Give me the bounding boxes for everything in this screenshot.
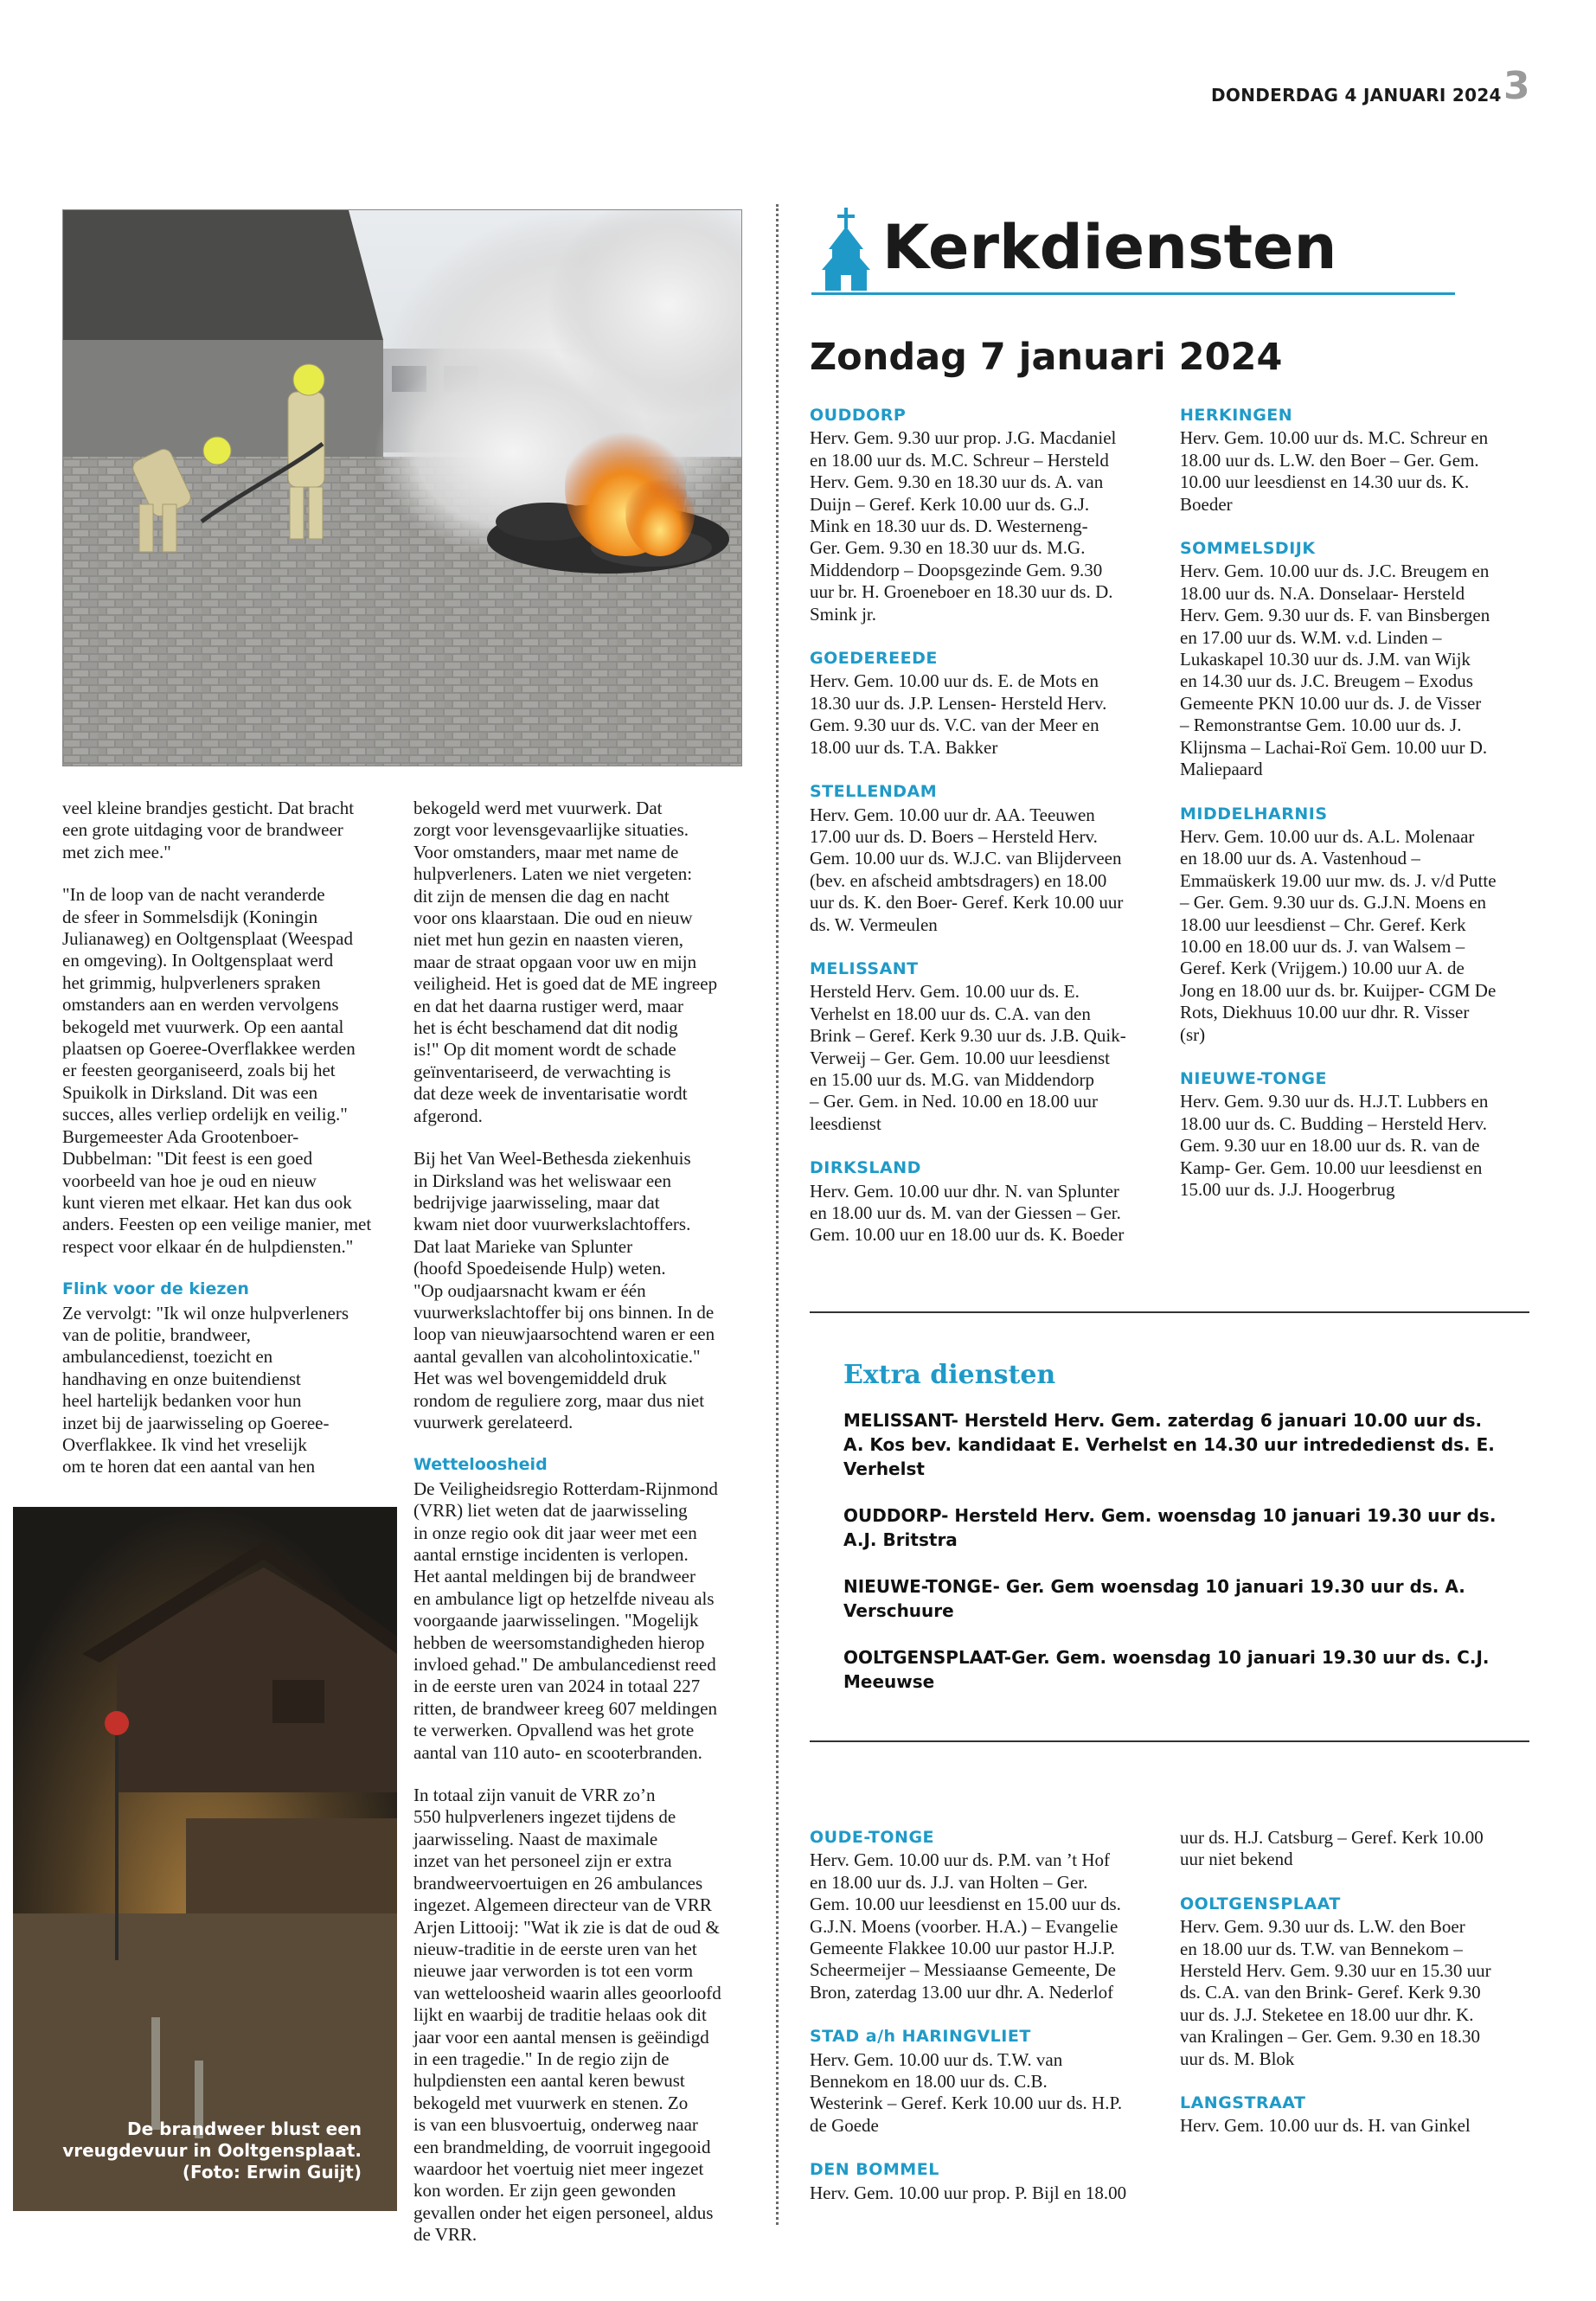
date-heading: Zondag 7 januari 2024 (810, 336, 1283, 379)
article-paragraph: In totaal zijn vanuit de VRR zo’n 550 hulpverleners ingezet tijdens de jaarwisseling. Naast de maximale inzet van het personeel zijn er extra brandweervoertuigen en 26 ambulances ingezet. Algemeen directeur van de VRR Arjen Littooij: "Wat ik zie is dat de oud & nieuw-traditie in de eerste uren van het nieuwe jaar verworden is tot een vorm van wetteloosheid waarin alles geoorloofd lijkt en waarbij de traditie helaas ook dit jaar voor een aantal mensen is geëindigd in een tragedie." In de regio zijn de hulpdiensten een aantal keren bewust bekogeld met vuurwerk en stenen. Zo is van een blusvoertuig, onderweg naar een brandmelding, de voorruit ingegooid waardoor het voertuig niet meer ingezet kon worden. Er zijn geen gewonden gevallen onder het eigen personeel, aldus de VRR. (413, 1785, 721, 2246)
church-entry (810, 1157, 1173, 1247)
city-heading: NIEUWE-TONGE (1180, 1068, 1327, 1088)
church-entry (810, 781, 1173, 936)
church-times: Herv. Gem. 10.00 uur prop. P. Bijl en 18.00 (810, 2182, 1127, 2203)
church-times: uur ds. H.J. Catsburg – Geref. Kerk 10.00 uur niet bekend (1180, 1827, 1484, 1870)
church-entry (1180, 538, 1561, 780)
photo-caption: De brandweer blust een vreugdevuur in Ooltgensplaat. (Foto: Erwin Guijt) (62, 2118, 362, 2182)
church-times: Herv. Gem. 10.00 uur ds. H. van Ginkel (1180, 2115, 1471, 2137)
church-entry (1180, 1894, 1561, 2070)
extra-service: MELISSANT- Hersteld Herv. Gem. zaterdag 6 januari 10.00 uur ds. A. Kos bev. kandidaat E. Verhelst en 14.30 uur intrededienst ds. E. Verhelst (843, 1410, 1495, 1479)
article-paragraph: bekogeld werd met vuurwerk. Dat zorgt voor levensgevaarlijke situaties. Voor omstanders, maar met name de hulpverleners. Laten we niet vergeten: dit zijn de mensen die dag en nacht voor ons klaarstaan. Die oud en nieuw niet met hun gezin en naasten vieren, maar de straat opgaan voor uw en mijn veiligheid. Het is goed dat de ME ingreep en dat het daarna rustiger werd, maar het is écht beschamend dat dit nodig is!" Op dit moment wordt de schade geïnventariseerd, de verwachting is dat deze week de inventarisatie wordt afgerond. (413, 798, 718, 1126)
church-entry (1180, 405, 1561, 516)
city-heading: DEN BOMMEL (810, 2160, 939, 2180)
city-heading: GOEDEREEDE (810, 649, 938, 669)
city-heading: MIDDELHARNIS (1180, 804, 1328, 824)
article-paragraph: veel kleine brandjes gesticht. Dat bracht een grote uitdaging voor de brandweer met zich mee." (62, 798, 355, 862)
church-times: Herv. Gem. 10.00 uur dr. AA. Teeuwen 17.00 uur ds. D. Boers – Hersteld Herv. Gem. 10.00 uur ds. W.J.C. van Blijderveen (bev. en afscheid ambtsdragers) en 18.00 uur ds. K. den Boer- Geref. Kerk 10.00 uur ds. W. Vermeulen (810, 804, 1124, 935)
church-times: Herv. Gem. 9.30 uur prop. J.G. Macdaniel en 18.00 uur ds. M.C. Schreur – Hersteld Herv. Gem. 9.30 en 18.30 uur ds. A. van Duijn – Geref. Kerk 10.00 uur ds. G.J. Mink en 18.30 uur ds. D. Westerneng- Ger. Gem. 9.30 en 18.30 uur ds. M.G. Middendorp – Doopsgezinde Gem. 9.30 uur br. H. Groeneboer en 18.30 uur ds. D. Smink jr. (810, 427, 1117, 625)
extra-service: OUDDORP- Hersteld Herv. Gem. woensdag 10 januari 19.30 uur ds. A.J. Britstra (843, 1505, 1497, 1550)
church-icon (822, 208, 870, 291)
church-times: Herv. Gem. 10.00 uur ds. J.C. Breugem en 18.00 uur ds. N.A. Donselaar- Hersteld Herv. Gem. 9.30 uur ds. F. van Binsbergen en 17.00 uur ds. W.M. v.d. Linden – Lukaskapel 10.30 uur ds. J.M. van Wijk en 14.30 uur ds. J.C. Breugem – Exodus Gemeente PKN 10.00 uur ds. J. de Visser – Remonstrantse Gem. 10.00 uur ds. J. Klijnsma – Lachai-Roï Gem. 10.00 uur D. Maliepaard (1180, 561, 1490, 780)
title-underline (811, 292, 1455, 295)
article-paragraph: Ze vervolgt: "Ik wil onze hulpverleners van de politie, brandweer, ambulancedienst, toezicht en handhaving en onze buitendienst heel hartelijk bedanken voor hun inzet bij de jaarwisseling op Goeree- Overflakkee. Ik vind het vreselijk om te horen dat een aantal van hen (62, 1302, 349, 1477)
city-heading: HERKINGEN (1180, 406, 1293, 425)
church-times: Herv. Gem. 9.30 uur ds. L.W. den Boer en 18.00 uur ds. T.W. van Bennekom – Hersteld Herv. Gem. 9.30 uur en 15.30 uur ds. C.A. van den Brink- Geref. Kerk 9.30 uur ds. J.J. Steketee en 18.00 uur dhr. K. van Kralingen – Ger. Gem. 9.30 en 18.30 uur ds. M. Blok (1180, 1916, 1491, 2069)
church-list-bottom-col1 (810, 1827, 1173, 2227)
article-left-column (62, 798, 400, 1478)
article-paragraph: De Veiligheidsregio Rotterdam-Rijnmond (VRR) liet weten dat de jaarwisseling in onze regio ook dit jaar weer met een aantal ernstige incidenten is verlopen. Het aantal meldingen bij de brandweer en ambulance ligt op hetzelfde niveau als voorgaande jaarwisselingen. "Mogelijk hebben de weersomstandigheden hierop invloed gehad." De ambulancedienst reed in de eerste uren van 2024 in totaal 227 ritten, de brandweer kreeg 607 meldingen te verwerken. Opvallend was het grote aantal van 110 auto- en scooterbranden. (413, 1477, 718, 1763)
city-heading: OOLTGENSPLAAT (1180, 1894, 1341, 1913)
city-heading: STELLENDAM (810, 782, 938, 802)
section-title: Kerkdiensten (882, 212, 1337, 283)
extra-box-top-rule (810, 1311, 1529, 1313)
church-list-col1 (810, 405, 1173, 1269)
church-entry (810, 405, 1173, 625)
page-header-date: DONDERDAG 4 JANUARI 2024 (1211, 85, 1502, 106)
church-times: Herv. Gem. 10.00 uur ds. E. de Mots en 18.30 uur ds. J.P. Lensen- Hersteld Herv. Gem. 9.30 uur ds. V.C. van der Meer en 18.00 uur ds. T.A. Bakker (810, 670, 1107, 758)
city-heading: OUDDORP (810, 406, 907, 425)
church-times: Herv. Gem. 10.00 uur ds. M.C. Schreur en 18.00 uur ds. L.W. den Boer – Ger. Gem. 10.00 uur leesdienst en 14.30 uur ds. K. Boeder (1180, 427, 1489, 515)
article-middle-column (413, 798, 760, 2247)
extra-service: OOLTGENSPLAAT-Ger. Gem. woensdag 10 januari 19.30 uur ds. C.J. Meeuwse (843, 1647, 1490, 1692)
photo-firefighters (62, 209, 742, 766)
church-entry (810, 648, 1173, 759)
church-list-col2 (1180, 405, 1561, 1223)
church-times: Herv. Gem. 10.00 uur ds. P.M. van ’t Hof en 18.00 uur ds. J.J. van Holten – Ger. Gem. 10.00 uur leesdienst en 15.00 uur ds. G.J.N. Moens (voorber. H.A.) – Evangelie Gemeente Flakkee 10.00 uur pastor H.J.P. Scheermeijer – Messiaanse Gemeente, De Bron, zaterdag 13.00 uur dhr. A. Nederlof (810, 1849, 1121, 2003)
page-number: 3 (1503, 64, 1530, 108)
article-paragraph: "In de loop van de nacht veranderde de sfeer in Sommelsdijk (Koningin Julianaweg) en Ooltgensplaat (Weespad en omgeving). In Ooltgensplaat werd het grimmig, hulpverleners spraken omstanders aan en werden vervolgens bekogeld met vuurwerk. Op een aantal plaatsen op Goeree-Overflakkee werden er feesten georganiseerd, zoals bij het Spuikolk in Dirksland. Dit was een succes, alles verliep ordelijk en veilig." Burgemeester Ada Grootenboer- Dubbelman: "Dit feest is een goed voorbeeld van hoe je oud en nieuw kunt vieren met elkaar. Het kan dus ook anders. Feesten op een veilige manier, met respect voor elkaar én de hulpdiensten." (62, 884, 372, 1257)
church-entry (810, 2159, 1173, 2204)
church-entry (810, 1827, 1173, 2003)
city-heading: MELISSANT (810, 958, 919, 978)
article-paragraph: Bij het Van Weel-Bethesda ziekenhuis in Dirksland was het weliswaar een bedrijvige jaarwisseling, maar dat kwam niet door vuurwerkslachtoffers. Dat laat Marieke van Splunter (hoofd Spoedeisende Hulp) weten. "Op oudjaarsnacht kwam er één vuurwerkslachtoffer bij ons binnen. In de loop van nieuwjaarsochtend waren er een aantal gevallen van alcoholintoxicatie." Het was wel bovengemiddeld druk rondom de reguliere zorg, maar dus niet vuurwerk gerelateerd. (413, 1148, 715, 1433)
church-times: Herv. Gem. 10.00 uur dhr. N. van Splunter en 18.00 uur ds. M. van der Giessen – Ger. Gem. 10.00 uur en 18.00 uur ds. K. Boeder (810, 1180, 1125, 1246)
church-times: Herv. Gem. 9.30 uur ds. H.J.T. Lubbers en 18.00 uur ds. C. Budding – Hersteld Herv. Gem. 9.30 uur en 18.00 uur ds. R. van de Kamp- Ger. Gem. 10.00 uur leesdienst en 15.00 uur ds. J.J. Hoogerbrug (1180, 1091, 1489, 1200)
city-heading: OUDE-TONGE (810, 1828, 935, 1847)
extra-box-bottom-rule (810, 1740, 1529, 1742)
article-subheading: Wetteloosheid (413, 1455, 548, 1475)
church-entry-continued (1180, 1827, 1561, 1871)
photo-bonfire (13, 1507, 397, 2211)
city-heading: STAD a/h HARINGVLIET (810, 2027, 1031, 2047)
extra-service: NIEUWE-TONGE- Ger. Gem woensdag 10 januari 19.30 uur ds. A. Verschuure (843, 1576, 1465, 1621)
article-subheading: Flink voor de kiezen (62, 1279, 249, 1299)
city-heading: LANGSTRAAT (1180, 2093, 1306, 2113)
church-times: Hersteld Herv. Gem. 10.00 uur ds. E. Verhelst en 18.00 uur ds. C.A. van den Brink – Geref. Kerk 9.30 uur ds. J.B. Quik- Verweij – Ger. Gem. 10.00 uur leesdienst en 15.00 uur ds. M.G. van Middendorp – Ger. Gem. in Ned. 10.00 en 18.00 uur leesdienst (810, 981, 1126, 1134)
church-times: Herv. Gem. 10.00 uur ds. A.L. Molenaar en 18.00 uur ds. A. Vastenhoud – Emmaüskerk 19.00 uur mw. ds. J. v/d Putte – Ger. Gem. 9.30 uur ds. G.J.N. Moens en 18.00 uur leesdienst – Chr. Geref. Kerk 10.00 en 18.00 uur ds. J. van Walsem – Geref. Kerk (Vrijgem.) 10.00 uur A. de Jong en 18.00 uur ds. br. Kuijper- CGM De Rots, Diekhuus 10.00 uur dhr. R. Visser (sr) (1180, 825, 1497, 1045)
church-entry (1180, 804, 1561, 1046)
extra-diensten-list (843, 1408, 1501, 1716)
photo-firefighters-illustration (63, 210, 741, 766)
church-entry (1180, 1068, 1561, 1201)
church-entry (810, 958, 1173, 1135)
photo-bonfire-illustration (13, 1507, 397, 2211)
city-heading: SOMMELSDIJK (1180, 539, 1316, 559)
church-times: Herv. Gem. 10.00 uur ds. T.W. van Bennekom en 18.00 uur ds. C.B. Westerink – Geref. Kerk 10.00 uur ds. H.P. de Goede (810, 2048, 1123, 2136)
city-heading: DIRKSLAND (810, 1158, 921, 1178)
column-separator (776, 204, 779, 2225)
church-entry (810, 2026, 1173, 2137)
church-entry (1180, 2093, 1561, 2138)
extra-diensten-title: Extra diensten (843, 1360, 1056, 1390)
church-list-bottom-col2 (1180, 1827, 1561, 2160)
